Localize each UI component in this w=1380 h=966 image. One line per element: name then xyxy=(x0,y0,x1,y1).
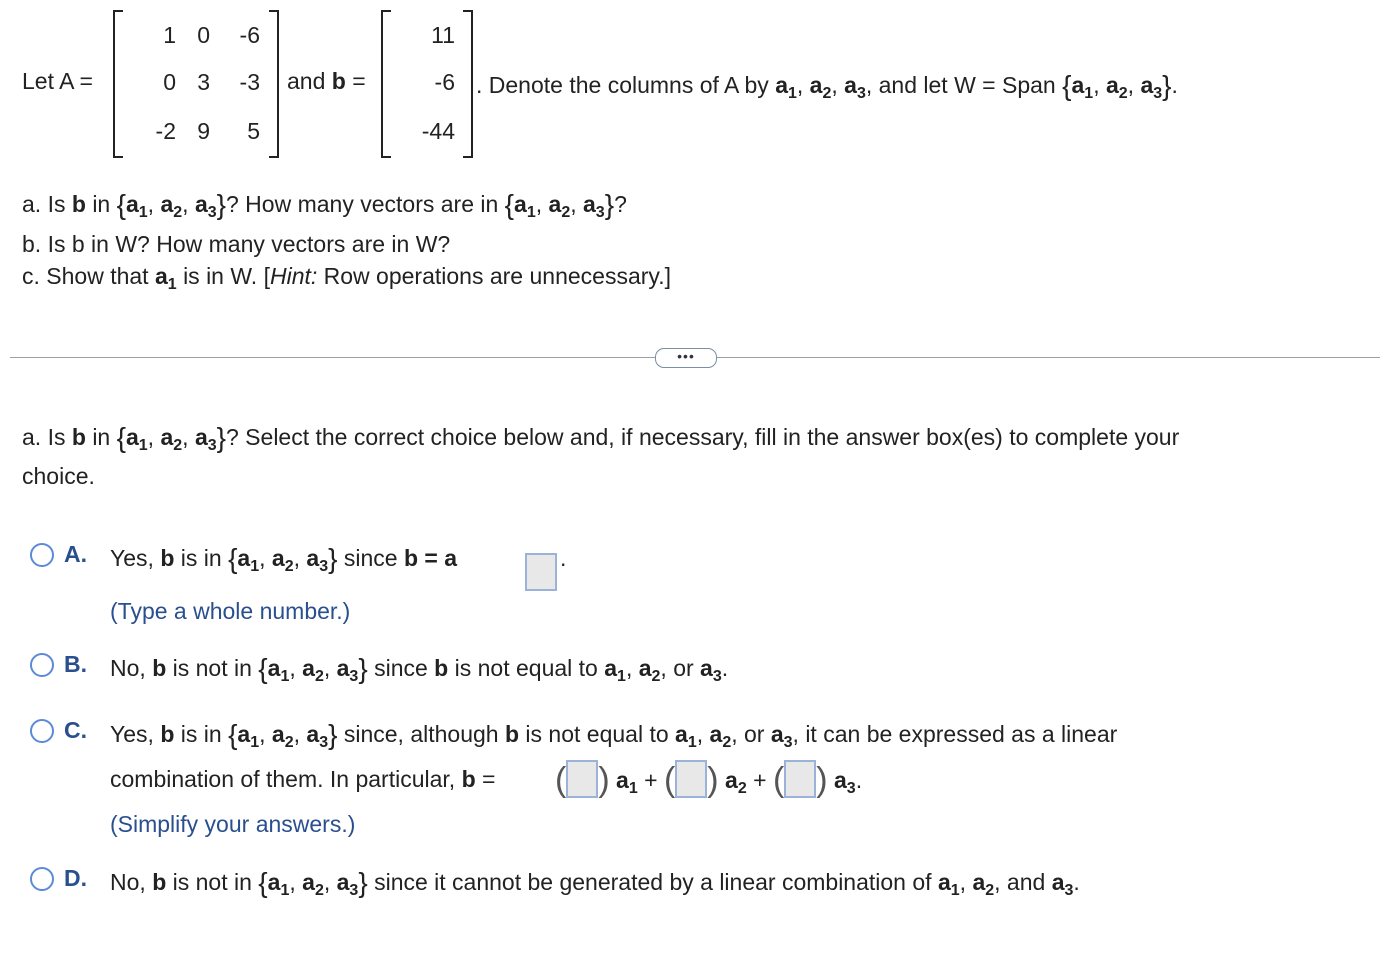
question-prompt: a. Is b in {$a_1$, $a_2$, $a_3$}? Select the correct choice below and, if necessary, fill in the answer box(es) to complete your xyxy=(22,422,1180,454)
matrix-cell: -2 xyxy=(155,118,176,144)
choice-d-letter: D. xyxy=(64,865,87,891)
expand-dots-button[interactable]: ••• xyxy=(655,348,717,368)
choice-b-letter: B. xyxy=(64,651,87,677)
matrix-cell: -6 xyxy=(239,22,260,48)
vector-cell: 11 xyxy=(431,22,455,48)
answer-box-c1[interactable] xyxy=(566,760,598,798)
choice-a-text: Yes, b is in {$a_1$, $a_2$, $a_3$} since b = a xyxy=(110,543,458,575)
let-a-label: Let A = xyxy=(22,68,93,94)
choice-a-letter: A. xyxy=(64,541,87,567)
choice-b-text: No, b is not in {$a_1$, $a_2$, $a_3$} since b is not equal to $a_1$, $a_2$, or $a_3$. xyxy=(110,653,729,685)
choice-c-note: (Simplify your answers.) xyxy=(110,811,356,837)
vector-cell: -6 xyxy=(434,69,455,95)
choice-d-radio[interactable] xyxy=(30,867,54,891)
choice-d-text: No, b is not in {$a_1$, $a_2$, $a_3$} since it cannot be generated by a linear combination of $a_1$, $a_2$, and $a_3$. xyxy=(110,867,1080,899)
answer-box-c2[interactable] xyxy=(675,760,707,798)
and-b-label: and b = xyxy=(287,68,366,94)
denote-text: . Denote the columns of A by $a_1$, $a_2$, $a_3$, and let W = Span {$a_1$, $a_2$, $a_3$}. xyxy=(476,70,1178,102)
vector-b xyxy=(381,12,473,156)
matrix-a xyxy=(113,12,279,156)
question-prompt-line2: choice. xyxy=(22,463,95,489)
matrix-cell: 9 xyxy=(197,118,210,144)
matrix-cell: -3 xyxy=(239,69,260,95)
choice-b-radio[interactable] xyxy=(30,653,54,677)
choice-a-note: (Type a whole number.) xyxy=(110,598,351,624)
choice-a-radio[interactable] xyxy=(30,543,54,567)
choice-c-line2: combination of them. In particular, b = xyxy=(110,766,496,792)
choice-c-equation: ( ) $a_1$ + ( ) $a_2$ + ( ) $a_3$. xyxy=(555,761,863,799)
answer-box-a-index[interactable] xyxy=(525,553,557,591)
matrix-cell: 1 xyxy=(163,22,176,48)
part-c-text: c. Show that $a_1$ is in W. [Hint: Row operations are unnecessary.] xyxy=(22,263,671,293)
part-a-text: a. Is b in {$a_1$, $a_2$, $a_3$}? How many vectors are in {$a_1$, $a_2$, $a_3$}? xyxy=(22,189,627,221)
vector-cell: -44 xyxy=(421,118,455,144)
matrix-cell: 0 xyxy=(197,22,210,48)
matrix-cell: 3 xyxy=(197,69,210,95)
choice-c-radio[interactable] xyxy=(30,719,54,743)
choice-c-letter: C. xyxy=(64,717,87,743)
answer-box-c3[interactable] xyxy=(784,760,816,798)
part-b-text: b. Is b in W? How many vectors are in W? xyxy=(22,231,451,257)
choice-a-period: . xyxy=(560,545,567,571)
matrix-cell: 0 xyxy=(163,69,176,95)
matrix-cell: 5 xyxy=(247,118,260,144)
choice-c-text: Yes, b is in {$a_1$, $a_2$, $a_3$} since, although b is not equal to $a_1$, $a_2$, or $a_3$, it can be expressed as a linear xyxy=(110,719,1118,751)
